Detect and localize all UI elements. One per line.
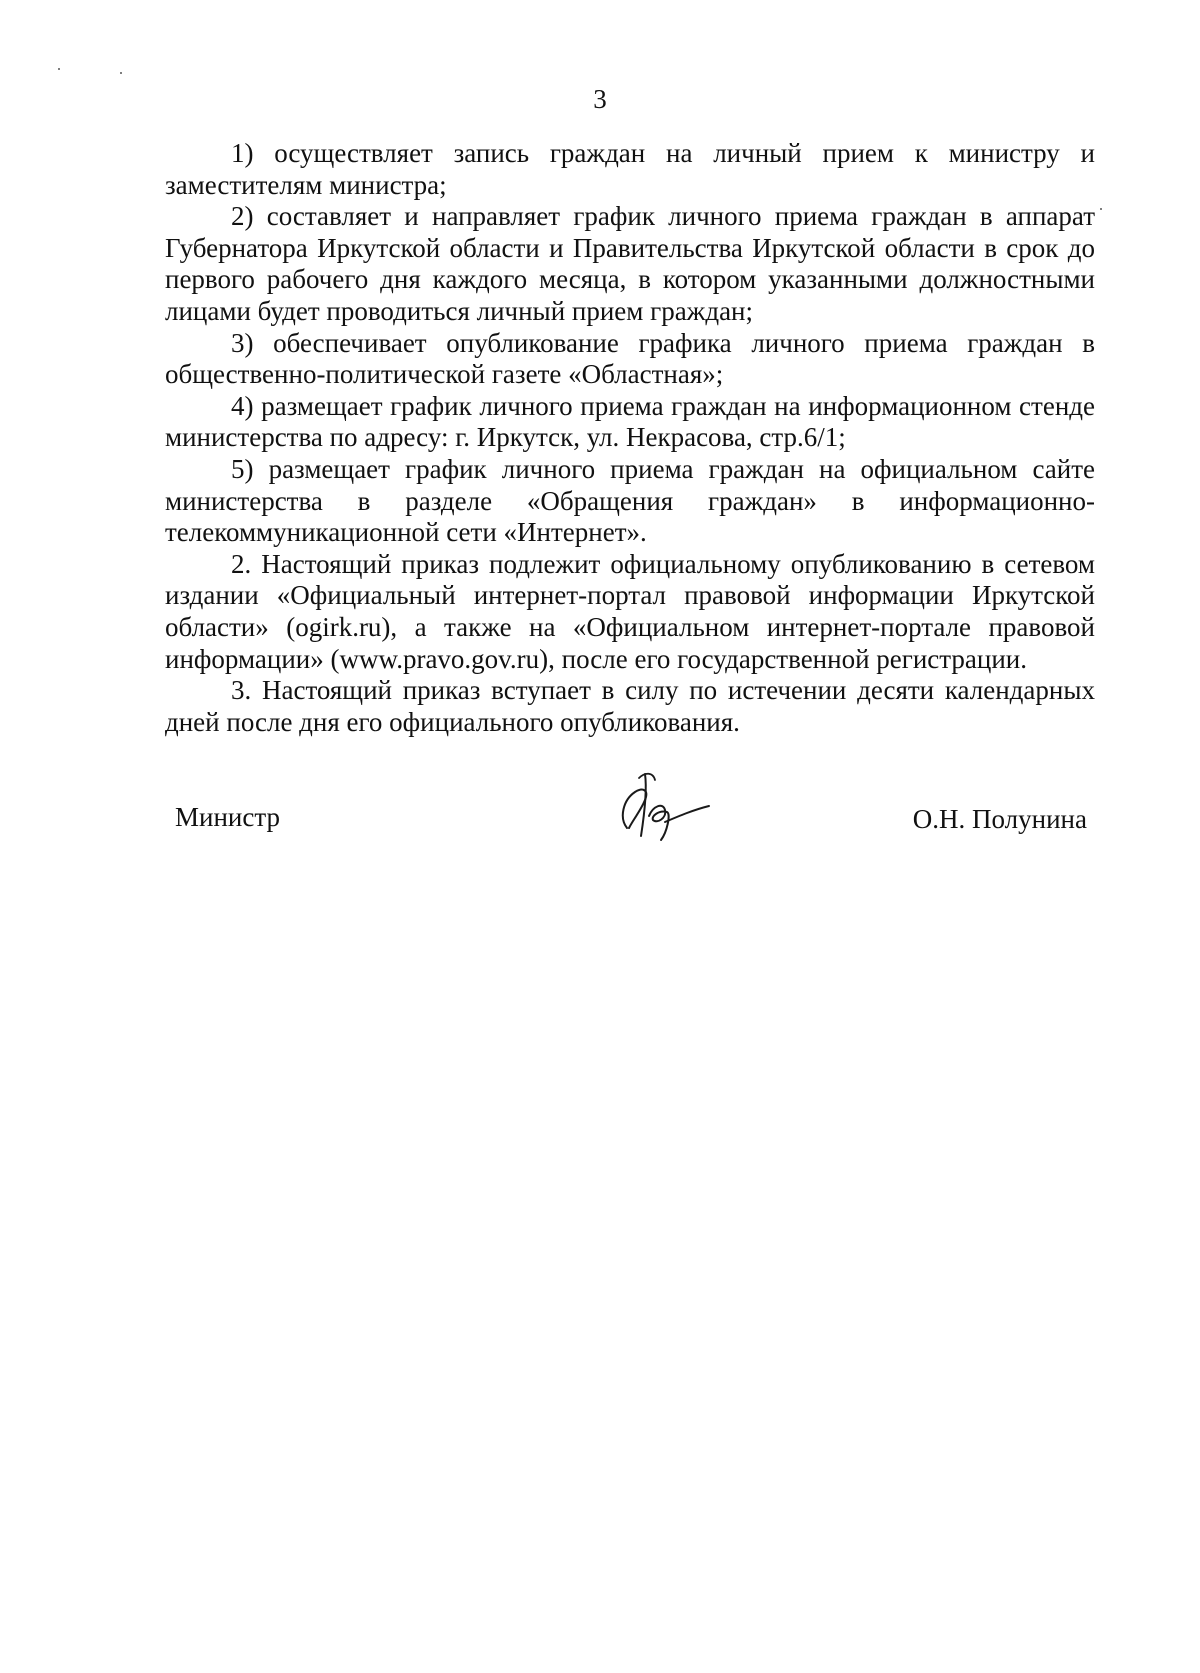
scan-speck (58, 68, 60, 70)
handwritten-signature-icon (605, 766, 725, 846)
paragraph-clause-3: 3) обеспечивает опубликование графика личного приема граждан в общественно-политической газете «Областная»; (165, 327, 1095, 390)
paragraph-clause-1: 1) осуществляет запись граждан на личный прием к министру и заместителям министра; (165, 138, 1095, 200)
paragraph-clause-2: 2) составляет и направляет график личного приема граждан в аппарат Губернатора Иркутской области и Правительства Иркутской области в срок до первого рабочего дня каждого месяца, в котором указанными должностными лицами будет проводиться личный прием граждан; (165, 201, 1095, 326)
signatory-title: Министр (175, 802, 280, 832)
scan-speck (120, 72, 122, 74)
paragraph-clause-4: 4) размещает график личного приема граждан на информационном стенде министерства по адресу: г. Иркутск, ул. Некрасова, стр.6/1; (165, 390, 1095, 453)
document-body (165, 138, 1095, 738)
scan-speck (1100, 208, 1102, 210)
paragraph-item-3: 3. Настоящий приказ вступает в силу по истечении десяти календарных дней после дня его официального опубликования. (165, 675, 1095, 737)
paragraph-clause-5: 5) размещает график личного приема граждан на официальном сайте министерства в разделе «Обращения граждан» в информационно-телекоммуникационной сети «Интернет». (165, 453, 1095, 548)
signature-block (165, 790, 1095, 850)
page-number: 3 (593, 84, 607, 114)
paragraph-item-2: 2. Настоящий приказ подлежит официальному опубликованию в сетевом издании «Официальный интернет-портал правовой информации Иркутской области» (ogirk.ru), а также на «Официальном интернет-портале правовой информации» (www.pravo.gov.ru), после его государственной регистрации. (165, 548, 1095, 674)
signatory-name: О.Н. Полунина (912, 804, 1087, 834)
